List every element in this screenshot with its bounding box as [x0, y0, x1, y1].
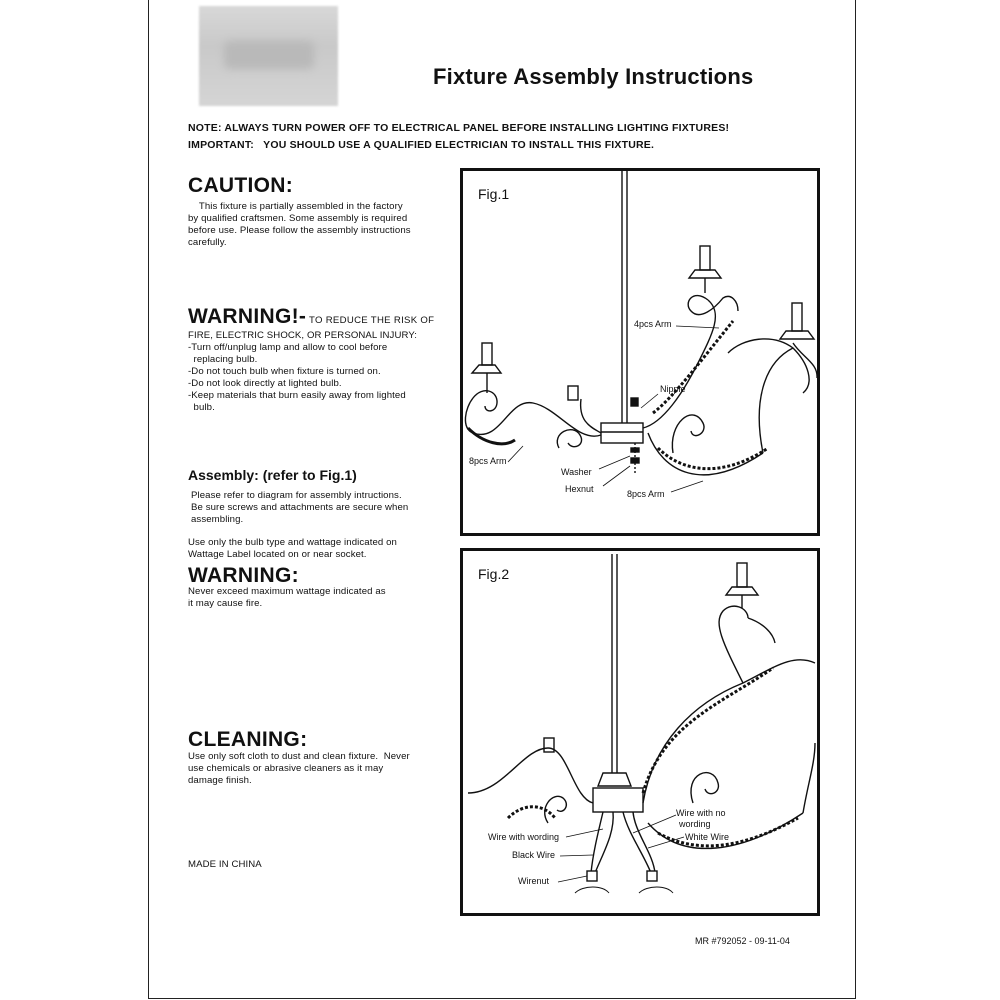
label-washer: Washer	[561, 467, 592, 477]
figure-2-label: Fig.2	[478, 566, 510, 582]
label-nipple: Nipple	[660, 384, 686, 394]
page-title: Fixture Assembly Instructions	[433, 64, 754, 89]
figure-1-illustration	[463, 171, 817, 533]
figure-2	[460, 548, 820, 916]
label-black-wire: Black Wire	[512, 850, 556, 860]
brand-logo	[199, 6, 338, 106]
warning-suffix: TO REDUCE THE RISK OF	[306, 315, 435, 326]
label-4pcs-arm: 4pcs Arm	[634, 319, 672, 329]
document-code: MR #792052 - 09-11-04	[695, 936, 790, 946]
assembly-body: Please refer to diagram for assembly intructions. Be sure screws and attachments are secure when assembling.	[191, 490, 409, 525]
label-white-wire: White Wire	[685, 832, 730, 842]
figure-1	[460, 168, 820, 536]
warning2-heading: WARNING:	[188, 564, 299, 587]
label-wire-no-wording: Wire with no	[676, 808, 726, 818]
label-wire-no-wording-2: wording	[679, 819, 711, 829]
cleaning-heading: CLEANING:	[188, 728, 308, 751]
label-wire-with-wording: Wire with wording	[488, 832, 560, 842]
bulb-note: Use only the bulb type and wattage indicated on Wattage Label located on or near socket.	[188, 537, 397, 560]
cleaning-body: Use only soft cloth to dust and clean fixture. Never use chemicals or abrasive cleaners as it may damage finish.	[188, 751, 410, 786]
important-note: IMPORTANT: YOU SHOULD USE A QUALIFIED ELECTRICIAN TO INSTALL THIS FIXTURE.	[188, 139, 655, 151]
power-note: NOTE: ALWAYS TURN POWER OFF TO ELECTRICAL PANEL BEFORE INSTALLING LIGHTING FIXTURES!	[188, 122, 730, 134]
caution-heading: CAUTION:	[188, 174, 294, 197]
figure-2-illustration	[463, 551, 817, 913]
assembly-heading: Assembly: (refer to Fig.1)	[188, 467, 357, 483]
warning-heading: WARNING!- TO REDUCE THE RISK OF	[188, 305, 435, 328]
label-hexnut: Hexnut	[565, 484, 594, 494]
made-in-label: MADE IN CHINA	[188, 859, 262, 870]
label-8pcs-arm-right: 8pcs Arm	[627, 489, 665, 499]
label-8pcs-arm-left: 8pcs Arm	[469, 456, 507, 466]
caution-body: This fixture is partially assembled in the factory by qualified craftsmen. Some assembly is required before use. Please follow the assembly instructions carefully.	[188, 201, 411, 248]
label-wirenut: Wirenut	[518, 876, 550, 886]
figure-1-label: Fig.1	[478, 186, 510, 202]
warning-body: FIRE, ELECTRIC SHOCK, OR PERSONAL INJURY: -Turn off/unplug lamp and allow to cool before replacing bulb. -Do not touch bulb when fixture is turned on. -Do not look directly at lighted bulb. -Keep materials that burn easily away from lighted bulb.	[188, 330, 418, 413]
warning2-body: Never exceed maximum wattage indicated as it may cause fire.	[188, 586, 386, 609]
